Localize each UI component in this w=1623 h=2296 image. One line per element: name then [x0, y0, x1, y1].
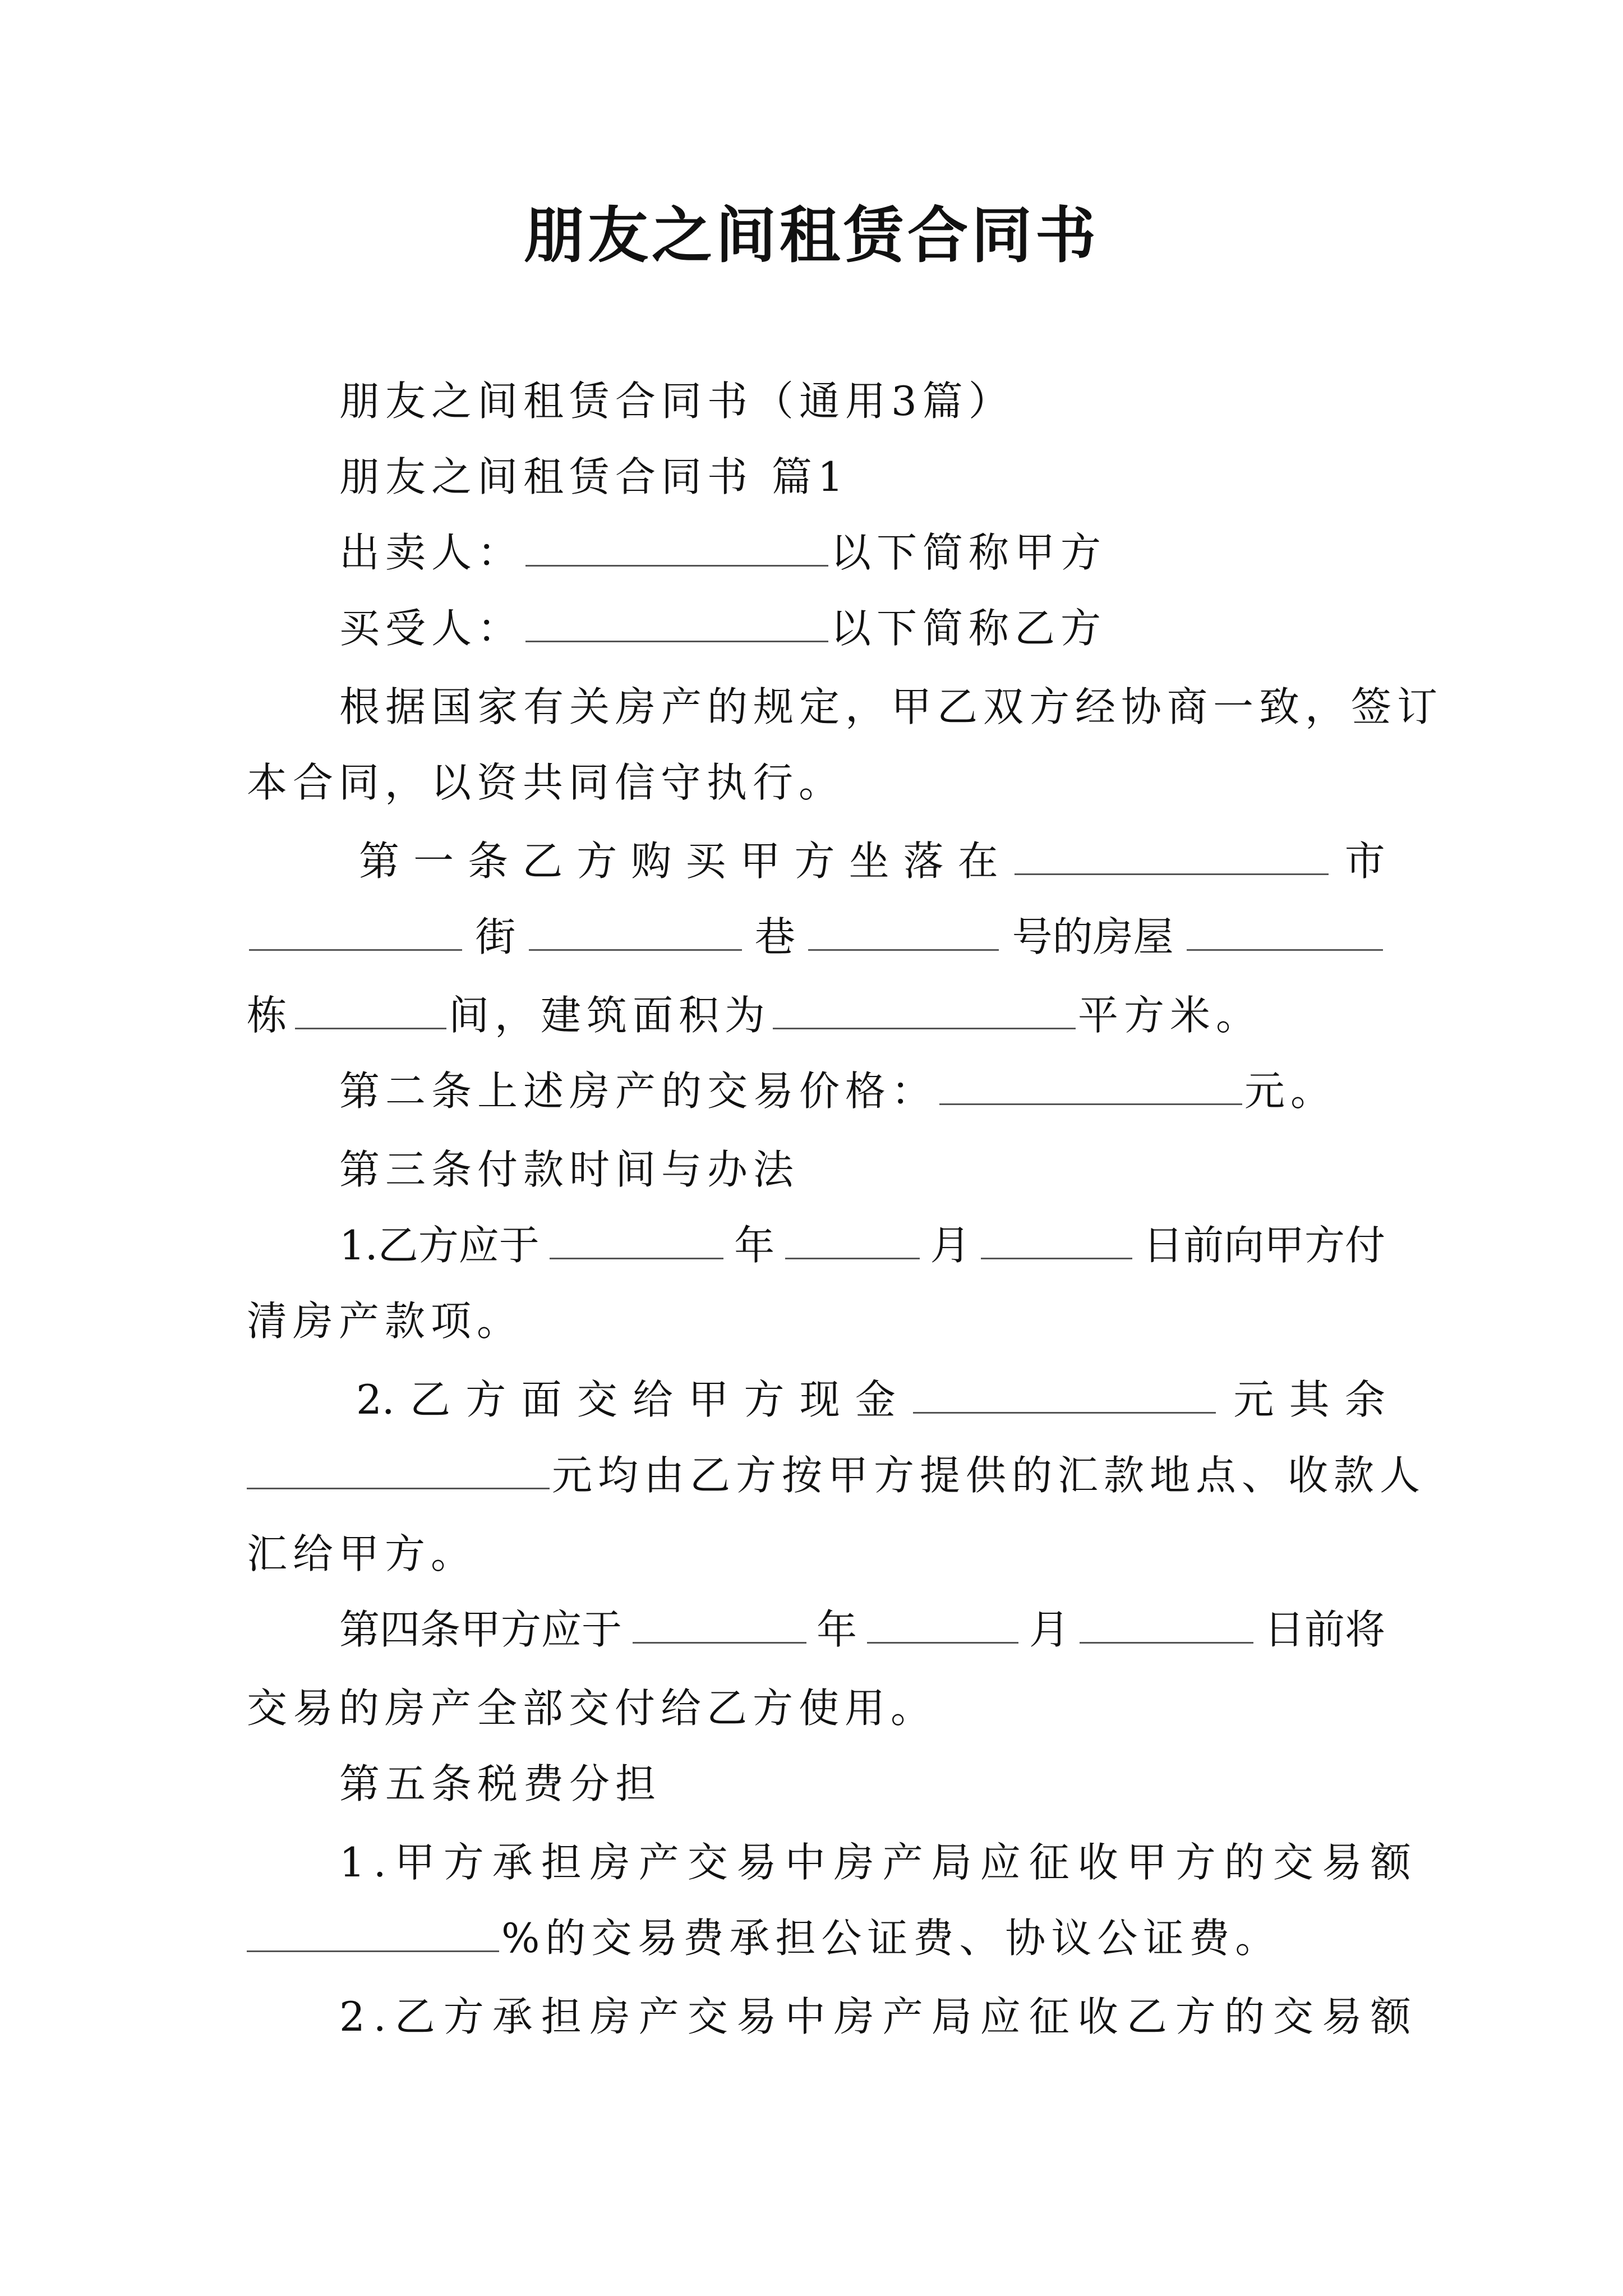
- art3-item2-char: 方: [744, 1376, 785, 1423]
- art3-item2-char: 元: [1233, 1376, 1274, 1423]
- art3-item2-char: 乙: [409, 1376, 450, 1423]
- art1-char: 在: [957, 838, 998, 885]
- section-heading: 朋友之间租赁合同书 篇1: [339, 453, 849, 500]
- month-label: 月: [930, 1222, 971, 1269]
- location-blank: [1015, 834, 1329, 875]
- art3-item2-line2-suffix: 元均由乙方按甲方提供的汇款地点、收款人: [552, 1452, 1426, 1499]
- article1-line1: [359, 833, 1385, 889]
- art4-suffix: 日前将: [1264, 1606, 1385, 1653]
- article4-line1: [339, 1602, 1385, 1658]
- article4-line2: 交易的房产全部交付给乙方使用。: [247, 1685, 937, 1732]
- building-blank: [295, 988, 446, 1029]
- art3-item2-char: 甲: [688, 1376, 729, 1423]
- seller-fee-blank: [247, 1911, 499, 1952]
- art4-prefix: 第四条甲方应于: [339, 1606, 623, 1653]
- pay-day-blank: [981, 1218, 1132, 1259]
- document-title: 朋友之间租赁合同书: [523, 200, 1099, 271]
- house-label: 号的房屋: [1012, 913, 1174, 960]
- article3-item2-line1: [356, 1372, 1385, 1428]
- pay-month-blank: [785, 1218, 920, 1259]
- seller-blank: [525, 526, 828, 567]
- building-label: 栋: [247, 992, 293, 1039]
- art1-char: 第: [359, 838, 400, 885]
- article2-line: [339, 1063, 1385, 1119]
- year-label: 年: [816, 1606, 857, 1653]
- year-label: 年: [734, 1222, 775, 1269]
- art1-char: 购: [631, 838, 672, 885]
- intro-line-2: 本合同，以资共同信守执行。: [247, 759, 845, 806]
- subtitle: 朋友之间租赁合同书（通用3篇）: [339, 378, 1015, 425]
- article1-line2: [247, 909, 1385, 965]
- art1-char: 条: [468, 838, 509, 885]
- city-name-blank: [249, 910, 462, 951]
- buyer-line: [339, 600, 1385, 656]
- area-label: 间，建筑面积为: [449, 992, 771, 1039]
- street-blank: [529, 910, 742, 951]
- cash-blank: [913, 1373, 1216, 1414]
- article3-item1-line1: [339, 1217, 1385, 1273]
- article5-item2-line1: 2.乙方承担房产交易中房产局应征收乙方的交易额: [339, 1993, 1419, 2040]
- article3-heading: 第三条付款时间与办法: [339, 1146, 800, 1193]
- art1-char: 落: [903, 838, 944, 885]
- city-label: 市: [1344, 838, 1385, 885]
- buyer-label: 买受人：: [339, 605, 524, 652]
- buyer-blank: [525, 601, 828, 642]
- buyer-suffix: 以下简称乙方: [831, 605, 1107, 652]
- article3-item2-line3: 汇给甲方。: [247, 1530, 477, 1577]
- deliver-day-blank: [1080, 1603, 1253, 1644]
- street-label: 街: [475, 913, 516, 960]
- seller-label: 出卖人：: [339, 529, 524, 576]
- art3-item2-char: 面: [521, 1376, 562, 1423]
- art1-char: 方: [577, 838, 617, 885]
- lane-label: 巷: [754, 913, 795, 960]
- art3-item2-char: 方: [465, 1376, 506, 1423]
- art3-item2-char: 给: [632, 1376, 673, 1423]
- art5-item1-line2-suffix: %的交易费承担公证费、协议公证费。: [501, 1915, 1281, 1962]
- pay-year-blank: [550, 1218, 723, 1259]
- seller-line: [339, 524, 1385, 581]
- remainder-blank: [247, 1448, 550, 1489]
- month-label: 月: [1029, 1606, 1069, 1653]
- art3-item1-suffix: 日前向甲方付: [1142, 1222, 1385, 1269]
- art3-item2-char: 其: [1289, 1376, 1330, 1423]
- article5-item1-line2: [247, 1910, 1385, 1966]
- intro-line-1: 根据国家有关房产的规定，甲乙双方经协商一致，签订: [339, 683, 1444, 730]
- art3-item2-char: 现: [799, 1376, 840, 1423]
- deliver-month-blank: [867, 1603, 1018, 1644]
- area-blank: [773, 988, 1076, 1029]
- art2-prefix: 第二条上述房产的交易价格：: [339, 1068, 938, 1115]
- article1-line3: [247, 987, 1385, 1043]
- article5-heading: 第五条税费分担: [339, 1760, 662, 1807]
- house-blank: [1187, 910, 1383, 951]
- art3-item2-char: 2.: [356, 1376, 395, 1423]
- art2-suffix: 元。: [1244, 1068, 1337, 1115]
- art1-char: 乙: [522, 838, 563, 885]
- article3-item2-line2: [247, 1447, 1426, 1503]
- art1-char: 甲: [740, 838, 781, 885]
- deliver-year-blank: [633, 1603, 806, 1644]
- art1-char: 坐: [849, 838, 889, 885]
- art3-item1-prefix: 1.乙方应于: [339, 1222, 540, 1269]
- art1-char: 方: [794, 838, 835, 885]
- art3-item2-char: 余: [1344, 1376, 1385, 1423]
- art3-item2-char: 交: [577, 1376, 617, 1423]
- art1-char: 买: [685, 838, 726, 885]
- sqm-label: 平方米。: [1078, 992, 1262, 1039]
- article5-item1-line1: 1.甲方承担房产交易中房产局应征收甲方的交易额: [339, 1839, 1419, 1886]
- article3-item1-line2: 清房产款项。: [247, 1297, 523, 1345]
- art1-char: 一: [413, 838, 454, 885]
- art3-item2-char: 金: [855, 1376, 896, 1423]
- price-blank: [939, 1064, 1242, 1105]
- seller-suffix: 以下简称甲方: [831, 529, 1107, 576]
- lane-blank: [808, 910, 999, 951]
